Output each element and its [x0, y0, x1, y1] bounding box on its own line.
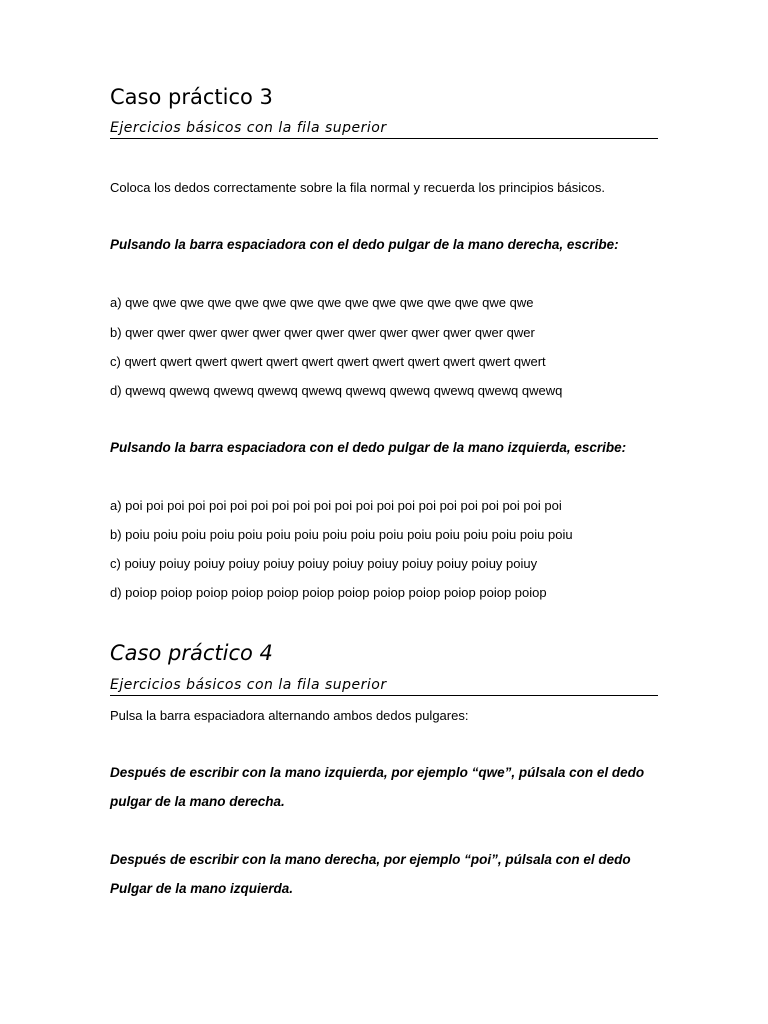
exercise-line: a) qwe qwe qwe qwe qwe qwe qwe qwe qwe qwe qwe qwe qwe qwe qwe: [110, 295, 534, 310]
caso4-intro: Pulsa la barra espaciadora alternando ambos dedos pulgares:: [110, 708, 469, 723]
exercise-line: d) poiop poiop poiop poiop poiop poiop poiop poiop poiop poiop poiop poiop: [110, 585, 547, 600]
caso3-instruction-right: Pulsando la barra espaciadora con el dedo pulgar de la mano derecha, escribe:: [110, 237, 619, 252]
exercise-line: a) poi poi poi poi poi poi poi poi poi poi poi poi poi poi poi poi poi poi poi poi poi: [110, 498, 562, 513]
caso3-intro: Coloca los dedos correctamente sobre la fila normal y recuerda los principios básicos.: [110, 180, 605, 195]
caso3-title: Caso práctico 3: [110, 85, 273, 109]
caso4-after-left-line1: Después de escribir con la mano izquierda, por ejemplo “qwe”, púlsala con el dedo: [110, 765, 645, 780]
caso3-subtitle: Ejercicios básicos con la fila superior: [110, 119, 658, 139]
caso4-after-right-line1: Después de escribir con la mano derecha, por ejemplo “poi”, púlsala con el dedo: [110, 852, 631, 867]
caso4-after-left-line2: pulgar de la mano derecha.: [110, 794, 285, 809]
exercise-line: c) poiuy poiuy poiuy poiuy poiuy poiuy poiuy poiuy poiuy poiuy poiuy poiuy: [110, 556, 538, 571]
caso4-title: Caso práctico 4: [110, 641, 273, 665]
exercise-line: b) poiu poiu poiu poiu poiu poiu poiu poiu poiu poiu poiu poiu poiu poiu poiu poiu: [110, 527, 573, 542]
caso4-subtitle: Ejercicios básicos con la fila superior: [110, 676, 658, 696]
exercise-line: c) qwert qwert qwert qwert qwert qwert qwert qwert qwert qwert qwert qwert: [110, 354, 546, 369]
caso3-instruction-left: Pulsando la barra espaciadora con el dedo pulgar de la mano izquierda, escribe:: [110, 440, 627, 455]
caso4-after-right-line2: Pulgar de la mano izquierda.: [110, 881, 294, 896]
exercise-line: d) qwewq qwewq qwewq qwewq qwewq qwewq qwewq qwewq qwewq qwewq: [110, 383, 563, 398]
exercise-line: b) qwer qwer qwer qwer qwer qwer qwer qwer qwer qwer qwer qwer qwer: [110, 325, 535, 340]
